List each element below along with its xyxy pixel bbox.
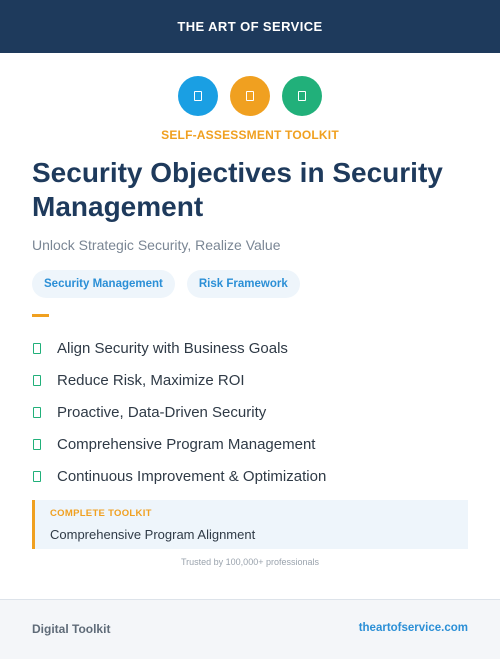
check-icon <box>33 471 41 482</box>
icon-row <box>0 76 500 116</box>
kicker-label: SELF-ASSESSMENT TOOLKIT <box>161 128 339 142</box>
document-icon <box>178 76 218 116</box>
check-icon <box>33 407 41 418</box>
tag-list <box>32 270 300 298</box>
list-item <box>32 428 326 460</box>
check-icon <box>33 375 41 386</box>
tag-risk-framework: Risk Framework <box>187 270 300 298</box>
accent-divider <box>32 314 49 317</box>
check-icon <box>33 439 41 450</box>
toolkit-label: COMPLETE TOOLKIT <box>50 508 152 519</box>
feature-text: Continuous Improvement & Optimization <box>57 467 327 485</box>
feature-text: Align Security with Business Goals <box>57 339 288 357</box>
brand-name: THE ART OF SERVICE <box>177 19 323 34</box>
list-item <box>32 396 326 428</box>
subtitle: Unlock Strategic Security, Realize Value <box>32 237 281 253</box>
footer-label: Digital Toolkit <box>32 622 111 636</box>
footer <box>0 599 500 659</box>
feature-text: Reduce Risk, Maximize ROI <box>57 371 245 389</box>
page-title: Security Objectives in Security Management <box>32 157 443 222</box>
check-icon <box>33 343 41 354</box>
header-bar <box>0 0 500 53</box>
toolkit-text: Comprehensive Program Alignment <box>50 527 256 542</box>
toolkit-callout <box>32 500 468 549</box>
list-item <box>32 460 326 492</box>
feature-text: Comprehensive Program Management <box>57 435 316 453</box>
document-icon <box>282 76 322 116</box>
tag-security-management: Security Management <box>32 270 175 298</box>
list-item <box>32 332 326 364</box>
list-item <box>32 364 326 396</box>
feature-list <box>32 332 326 492</box>
trust-note: Trusted by 100,000+ professionals <box>180 557 319 567</box>
feature-text: Proactive, Data-Driven Security <box>57 403 267 421</box>
website-link[interactable]: theartofservice.com <box>358 622 468 634</box>
document-icon <box>230 76 270 116</box>
